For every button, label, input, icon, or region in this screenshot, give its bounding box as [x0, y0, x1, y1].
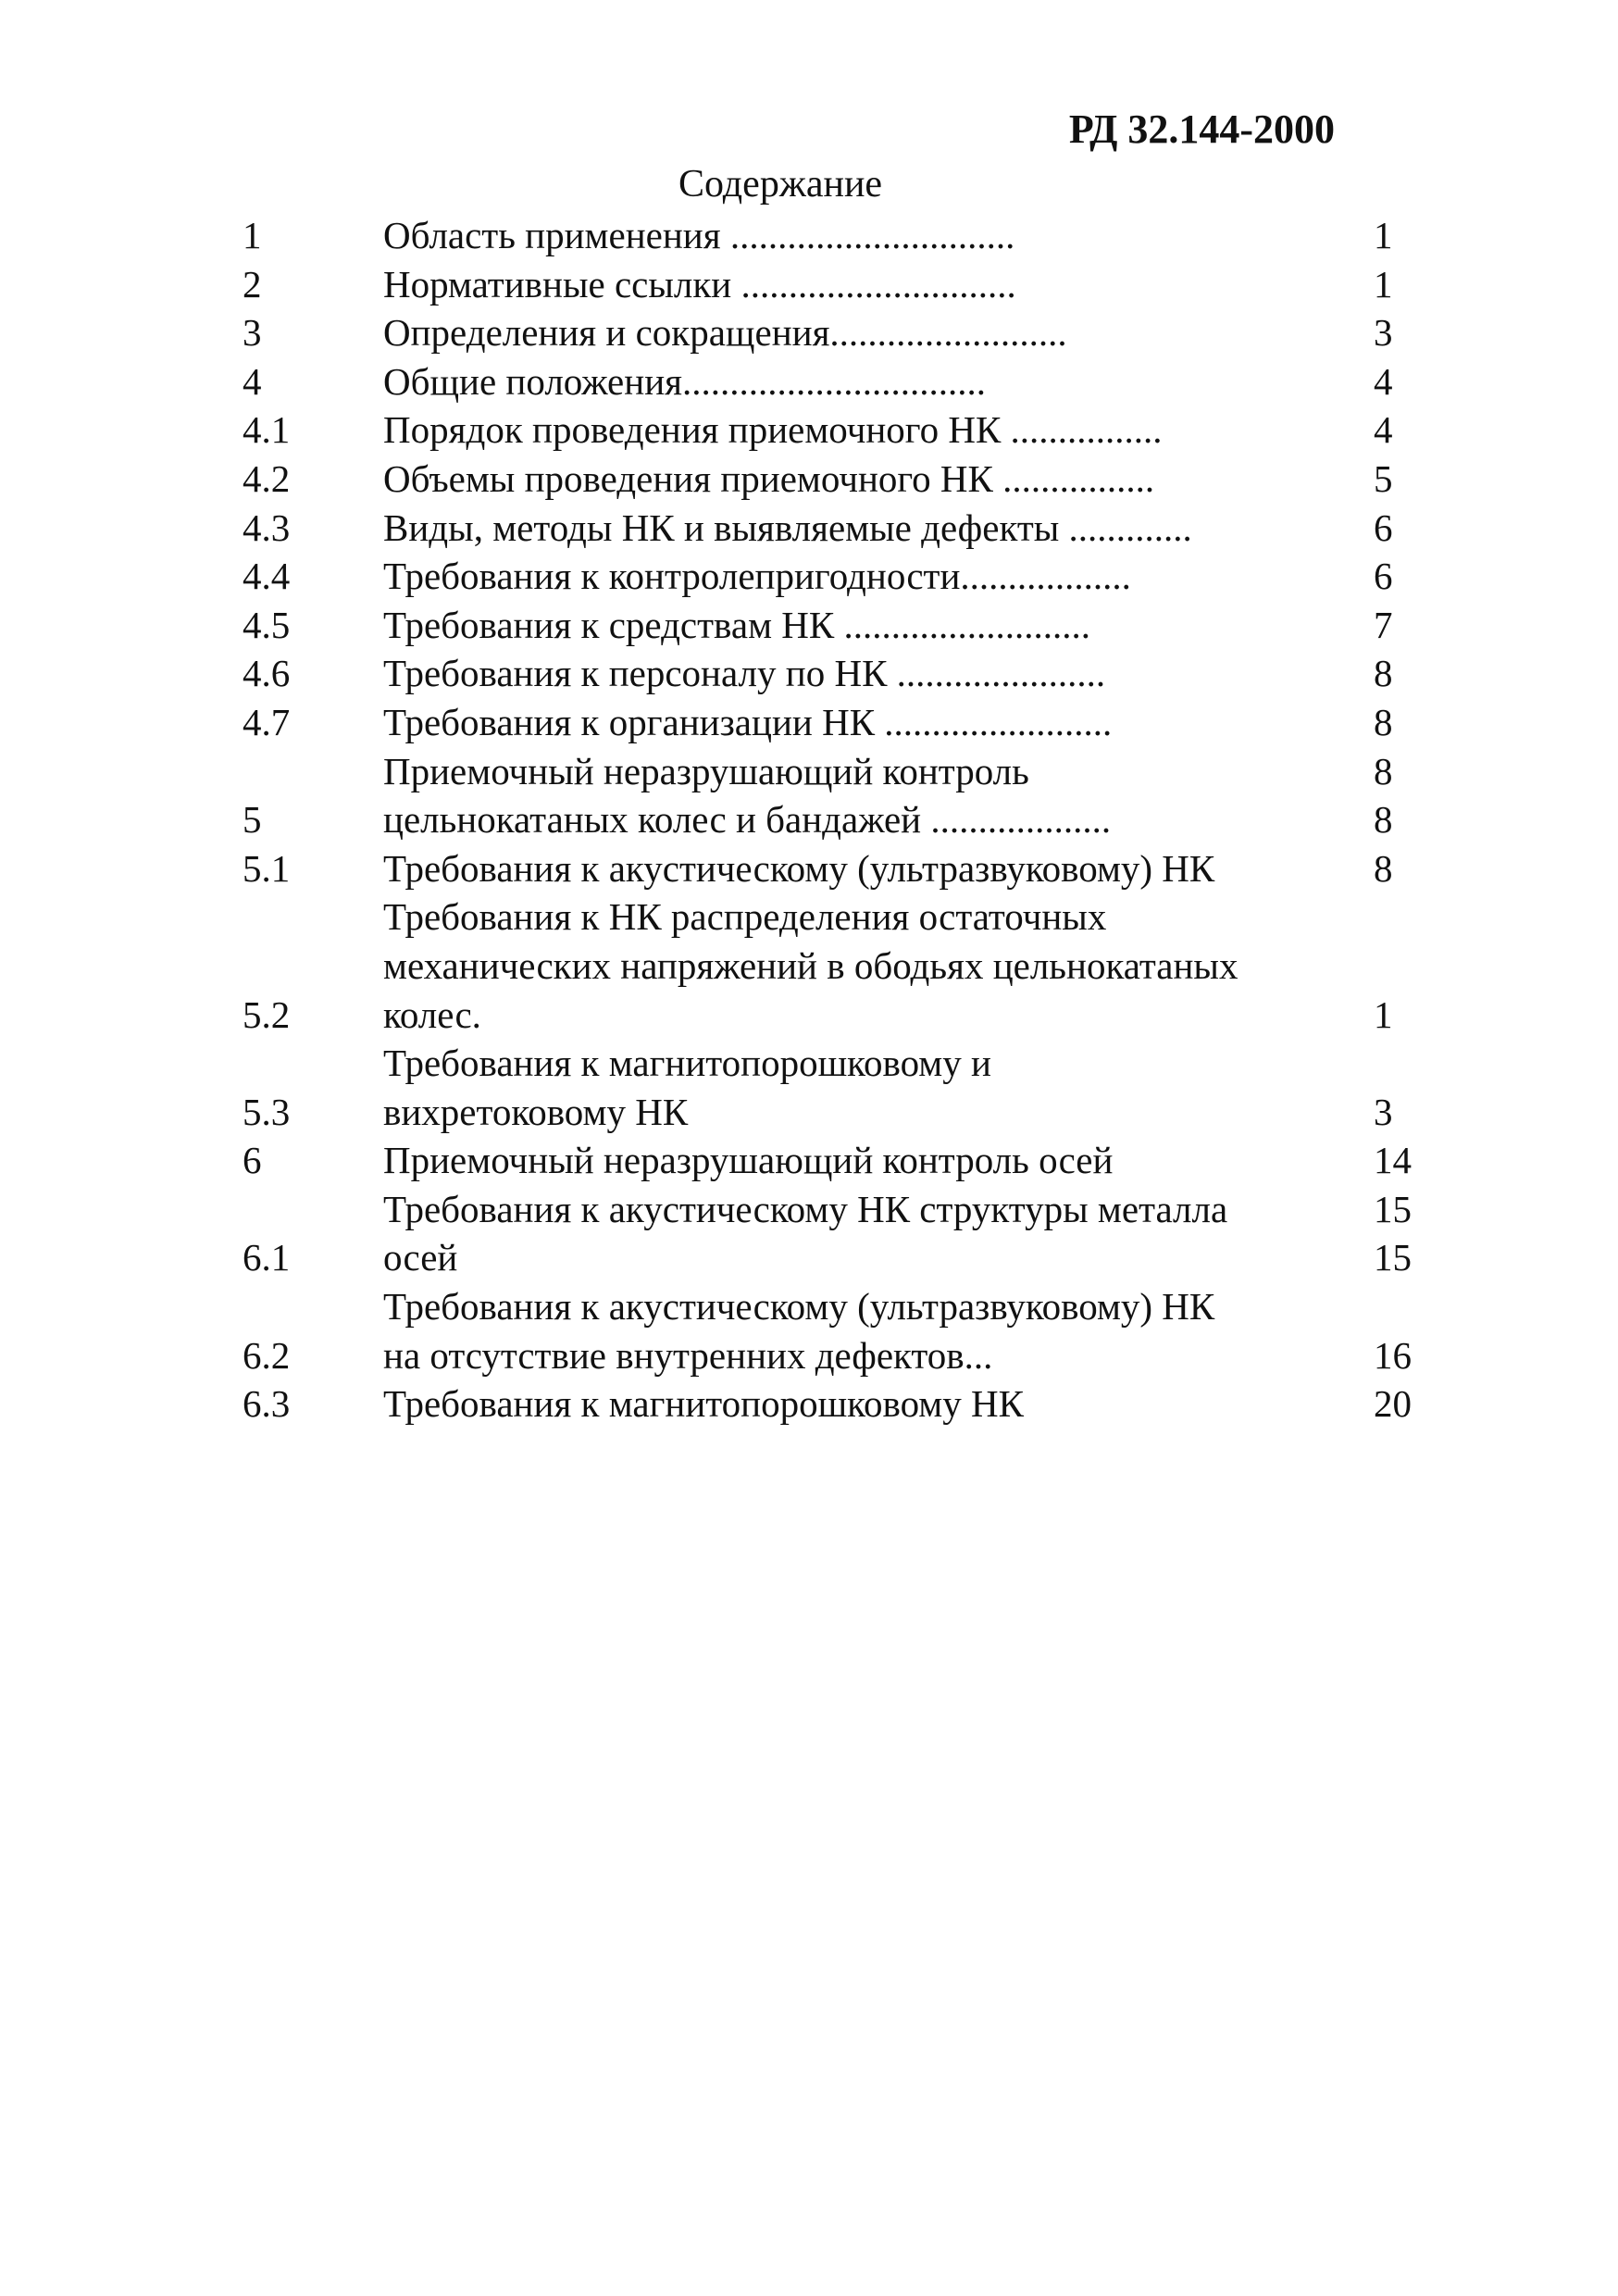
toc-entry-text: Требования к НК распределения остаточных механических напряжений в ободьях цельнокатаных колес. [383, 895, 1238, 1036]
toc-entry-number: 4 [243, 359, 262, 403]
toc-entry-text: Приемочный неразрушающий контроль цельнокатаных колес и бандажей ................... [383, 749, 1112, 842]
toc-entry-text: Требования к магнитопорошковому и вихретоковому НК [383, 1042, 991, 1133]
toc-entry-page: 1 [1374, 992, 1393, 1036]
toc-entry-number: 4.7 [243, 700, 291, 743]
toc-entry-page: 8 [1374, 700, 1393, 743]
toc-entry [243, 1282, 1446, 1379]
toc-entry-number: 4.2 [243, 456, 291, 500]
toc-entry-page: 1 [1374, 214, 1393, 256]
toc-entry-page: 4 [1374, 359, 1393, 403]
toc-entry-number: 4.6 [243, 652, 291, 695]
toc-entry-number: 6 [243, 1139, 262, 1182]
toc-entry [243, 844, 1446, 893]
toc-entry-text: Порядок проведения приемочного НК ................ [383, 408, 1163, 452]
toc-entry [243, 601, 1446, 650]
toc-entry-page: 6 [1374, 555, 1393, 598]
toc-entry-page: 1 [1374, 262, 1393, 306]
toc-entry-number: 6.3 [243, 1382, 291, 1426]
table-of-contents [243, 211, 1446, 1429]
toc-entry-page: 3 [1374, 311, 1393, 355]
toc-entry [243, 1136, 1446, 1185]
toc-entry-text: Нормативные ссылки ............................. [383, 262, 1016, 306]
toc-entry-text: Область применения .............................. [383, 214, 1015, 256]
toc-entry-page: 7 [1374, 603, 1393, 646]
toc-entry-text: Требования к магнитопорошковому НК [383, 1382, 1024, 1426]
toc-entry-text: Требования к акустическому (ультразвуковому) НК на отсутствие внутренних дефектов... [383, 1285, 1215, 1377]
toc-entry [243, 260, 1446, 309]
toc-entry-number: 5.2 [243, 992, 291, 1036]
toc-entry [243, 747, 1446, 844]
toc-title: Содержание [678, 163, 883, 206]
toc-entry-number: 2 [243, 262, 262, 306]
toc-entry [243, 308, 1446, 357]
toc-entry [243, 1039, 1446, 1136]
toc-entry [243, 406, 1446, 455]
toc-entry-text: Требования к средствам НК .......................... [383, 603, 1090, 646]
toc-entry-text: Требования к персоналу по НК ...................... [383, 652, 1106, 695]
toc-entry-page: 5 [1374, 456, 1393, 500]
toc-entry [243, 211, 1446, 260]
toc-entry [243, 1185, 1446, 1282]
toc-entry [243, 357, 1446, 406]
toc-entry-page: 14 [1374, 1139, 1412, 1182]
toc-entry-text: Приемочный неразрушающий контроль осей [383, 1139, 1114, 1182]
toc-entry-number: 5.3 [243, 1090, 291, 1133]
toc-entry-page: 4 [1374, 408, 1393, 452]
toc-entry-number: 4.5 [243, 603, 291, 646]
toc-entry-number: 5.1 [243, 846, 291, 890]
toc-entry [243, 892, 1446, 1039]
toc-entry-text: Определения и сокращения......................... [383, 311, 1067, 355]
toc-entry [243, 1379, 1446, 1429]
toc-entry [243, 649, 1446, 698]
toc-entry-page: 20 [1374, 1382, 1412, 1426]
document-code: РД 32.144-2000 [1068, 106, 1335, 152]
toc-entry-number: 1 [243, 214, 262, 256]
toc-entry-number: 6.1 [243, 1236, 291, 1279]
toc-entry [243, 698, 1446, 747]
toc-entry-page: 8 [1374, 846, 1393, 890]
toc-entry [243, 504, 1446, 553]
toc-entry-number: 3 [243, 311, 262, 355]
toc-entry-page: 8 8 [1374, 749, 1393, 842]
toc-entry-text: Объемы проведения приемочного НК ................ [383, 456, 1155, 500]
toc-entry-text: Виды, методы НК и выявляемые дефекты ............. [383, 505, 1192, 549]
toc-entry-text: Требования к контролепригодности.................. [383, 555, 1131, 598]
toc-entry-text: Требования к акустическому (ультразвуковому) НК [383, 846, 1215, 890]
toc-entry-number: 4.3 [243, 505, 291, 549]
toc-entry-number: 5 [243, 798, 262, 842]
toc-entry-text: Общие положения................................ [383, 359, 986, 403]
toc-entry [243, 455, 1446, 504]
toc-entry [243, 552, 1446, 601]
toc-entry-page: 15 15 [1374, 1187, 1412, 1279]
toc-entry-page: 16 [1374, 1333, 1412, 1377]
toc-entry-number: 4.1 [243, 408, 291, 452]
toc-entry-page: 8 [1374, 652, 1393, 695]
toc-entry-page: 6 [1374, 505, 1393, 549]
toc-entry-page: 3 [1374, 1090, 1393, 1133]
toc-entry-text: Требования к организации НК ........................ [383, 700, 1113, 743]
toc-entry-text: Требования к акустическому НК структуры металла осей [383, 1187, 1228, 1279]
toc-entry-number: 4.4 [243, 555, 291, 598]
toc-entry-number: 6.2 [243, 1333, 291, 1377]
